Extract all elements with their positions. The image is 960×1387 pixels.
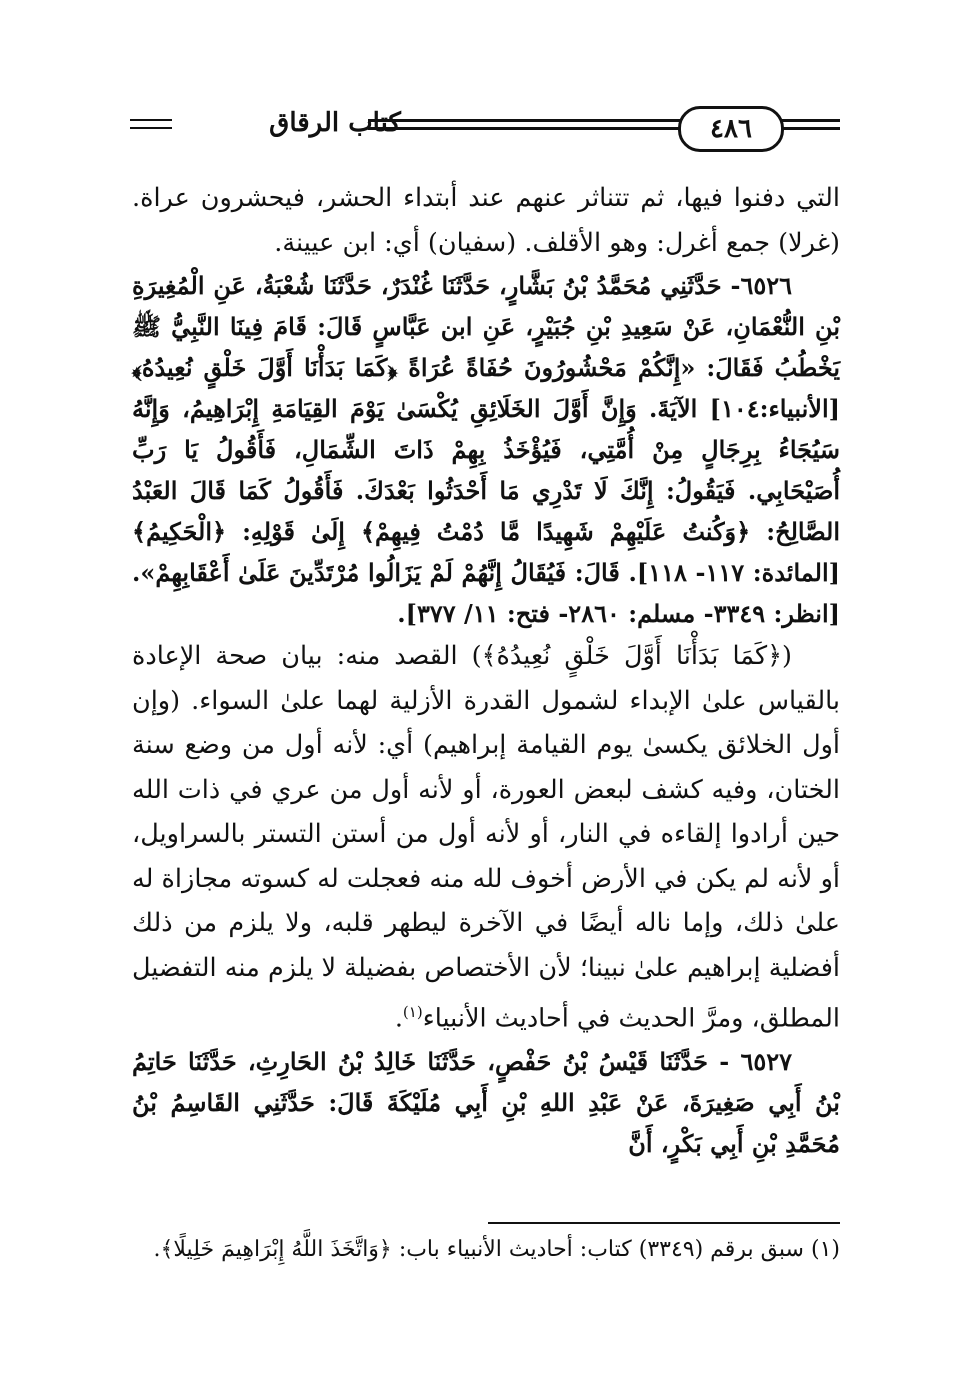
hadith-6526: ٦٥٢٦- حَدَّثَنِي مُحَمَّدُ بْنُ بَشَّارٍ، حَدَّثَنَا غُنْدَرٌ، حَدَّثَنَا شُعْبَةُ، عَنِ الْمُغِيرَةِ بْنِ النُّعْمَانِ، عَنْ سَعِيدِ بْنِ جُبَيْرٍ، عَنِ ابن عَبَّاسٍ قَالَ: قَامَ فِينَا النَّبِيُّ ﷺ يَخْطُبُ فَقَالَ: «إِنَّكُمْ مَحْشُورُونَ حُفَاةً عُرَاةً ﴿كَمَا بَدَأْنَا أَوَّلَ خَلْقٍ نُعِيدُهُ﴾ [الأنبياء:١٠٤] الآيَةَ. وَإِنَّ أَوَّلَ الخَلَائِقِ يُكْسَىٰ يَوْمَ القِيَامَةِ إِبْرَاهِيمُ، وَإِنَّهُ سَيُجَاءُ بِرِجَالٍ مِنْ أُمَّتِي، فَيُؤْخَذُ بِهِمْ ذَاتَ الشِّمَالِ، فَأَقُولُ يَا رَبِّ أُصَيْحَابِي. فَيَقُولُ: إِنَّكَ لَا تَدْرِي مَا أَحْدَثُوا بَعْدَكَ. فَأَقُولُ كَمَا قَالَ العَبْدُ الصَّالِحُ: ﴿وَكُنتُ عَلَيْهِمْ شَهِيدًا مَّا دُمْتُ فِيهِمْ﴾ إِلَىٰ قَوْلِهِ: ﴿الْحَكِيمُ﴾ [المائدة: ١١٧- ١١٨]. قَالَ: فَيُقَالُ إِنَّهُمْ لَمْ يَزَالُوا مُرْتَدِّينَ عَلَىٰ أَعْقَابِهِمْ». [انظر: ٣٣٤٩- مسلم: ٢٨٦٠- فتح: ١١/ ٣٧٧].: [132, 271, 840, 628]
page-body: [132, 176, 840, 1164]
commentary-end: .: [394, 1003, 403, 1034]
hadith-6527: ٦٥٢٧ - حَدَّثَنَا قَيْسُ بْنُ حَفْصٍ، حَدَّثَنَا خَالِدُ بْنُ الحَارِثِ، حَدَّثَنَا حَاتِمُ بْنُ أَبِي صَغِيرَةَ، عَنْ عَبْدِ اللهِ بْنِ أَبِي مُلَيْكَةَ قَالَ: حَدَّثَنِي القَاسِمُ بْنُ مُحَمَّدِ بْنِ أَبِي بَكْرٍ، أَنَّ: [132, 1047, 840, 1158]
footnote-1: (١) سبق برقم (٣٣٤٩) كتاب: أحاديث الأنبياء باب: ﴿وَاتَّخَذَ اللَّهُ إِبْرَاهِيمَ خَلِيلًا﴾.: [153, 1237, 840, 1262]
commentary-text: (﴿كَمَا بَدَأْنَا أَوَّلَ خَلْقٍ نُعِيدُهُ﴾) القصد منه: بيان صحة الإعادة بالقياس علىٰ الإبداء لشمول القدرة الأزلية لهما علىٰ السواء. (وإن أول الخلائق يكسىٰ يوم القيامة إبراهيم) أي: لأنه أول من وضع سنة الختان، وفيه كشف لبعض العورة، أو لأنه أول من عري في ذات الله حين أرادوا إلقاءه في النار، أو لأنه أول من أستن التستر بالسراويل، أو لأنه لم يكن في الأرض أخوف لله منه فعجلت له كسوته مجازاة له علىٰ ذلك، وإما ناله أيضًا في الآخرة ليطهر قلبه، ولا يلزم من ذلك أفضلية إبراهيم علىٰ نبينا؛ لأن الأختصاص بفضيلة لا يلزم منه التفضيل المطلق، ومرَّ الحديث في أحاديث الأنبياء: [132, 641, 840, 1034]
header-rule-left-top: [130, 119, 172, 121]
running-title: كتاب الرقاق: [269, 108, 401, 138]
page-header: [130, 106, 840, 150]
footnote-reference: (١): [402, 1003, 423, 1021]
header-rule-right-bottom: [778, 127, 840, 130]
paragraph-commentary-2: [132, 634, 840, 1041]
header-rule-left-bottom: [130, 127, 172, 129]
header-rule-right-top: [778, 119, 840, 122]
page-number: ٤٨٦: [678, 106, 784, 152]
paragraph-commentary-1: التي دفنوا فيها، ثم تتناثر عنهم عند أبتداء الحشر، فيحشرون عراة. (غرلا) جمع أغرل: وهو الأقلف. (سفيان) أي: ابن عيينة.: [132, 183, 840, 258]
footnote-separator: [488, 1222, 840, 1224]
